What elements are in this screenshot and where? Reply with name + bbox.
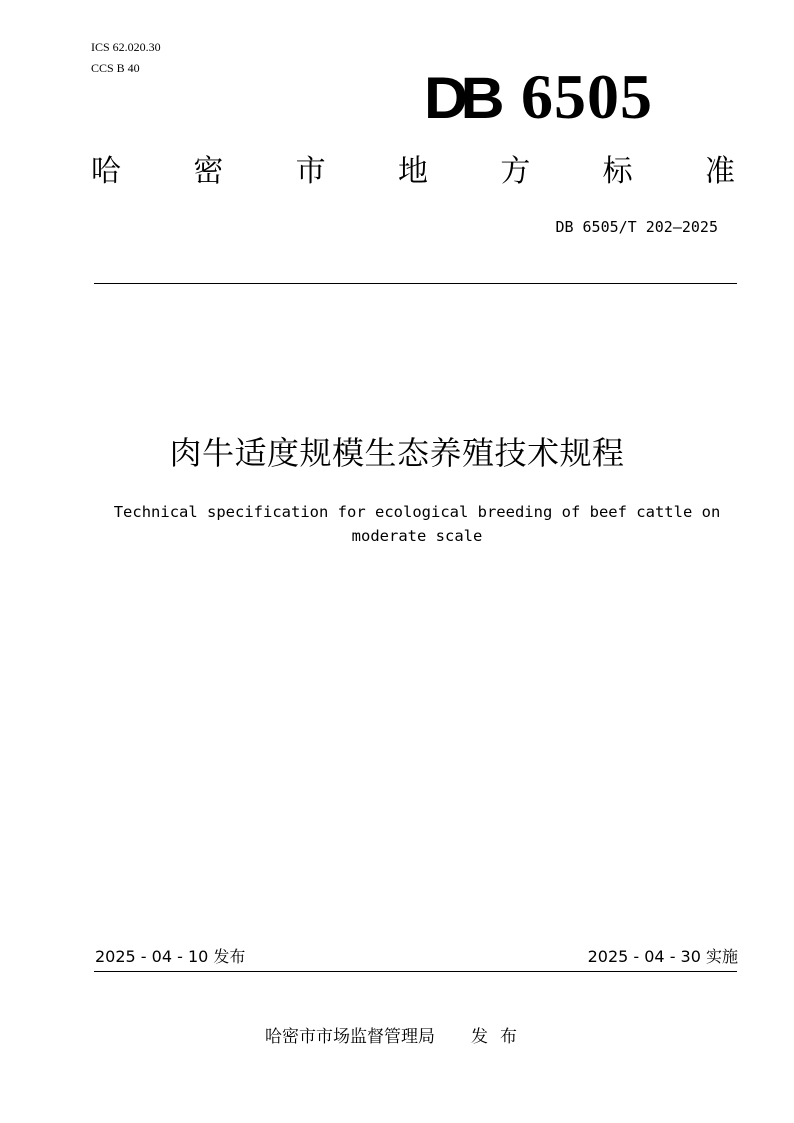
standard-type-char: 准: [704, 154, 735, 189]
db-standard-logo: [424, 61, 686, 132]
ics-code: ICS 62.020.30: [91, 40, 161, 54]
ccs-code: CCS B 40: [91, 61, 140, 75]
standard-type-char: 方: [500, 154, 531, 189]
standard-type-char: 市: [295, 154, 326, 189]
document-title-en: Technical specification for ecological breeding of beef cattle on moderate scale: [113, 503, 721, 545]
standard-type-char: 密: [193, 154, 224, 189]
standard-code: DB 6505/T 202—2025: [555, 218, 718, 236]
db-logo-number: 6505: [521, 61, 653, 132]
publisher-action: 发布: [471, 1027, 529, 1047]
publisher-name: 哈密市市场监督管理局: [265, 1027, 435, 1047]
standard-type-char: 标: [602, 154, 633, 189]
document-title-cn: 肉牛适度规模生态养殖技术规程: [169, 434, 625, 472]
top-divider: [94, 283, 737, 284]
standard-type-char: 哈: [91, 154, 121, 189]
bottom-divider: [94, 971, 737, 972]
publish-date: 2025 - 04 - 10 发布: [95, 947, 246, 966]
standard-type-title: [88, 150, 738, 194]
standard-type-char: 地: [397, 154, 428, 189]
db-logo-letters: DB: [424, 66, 498, 131]
implementation-date: 2025 - 04 - 30 实施: [587, 947, 738, 966]
publisher-line: [0, 1024, 794, 1050]
